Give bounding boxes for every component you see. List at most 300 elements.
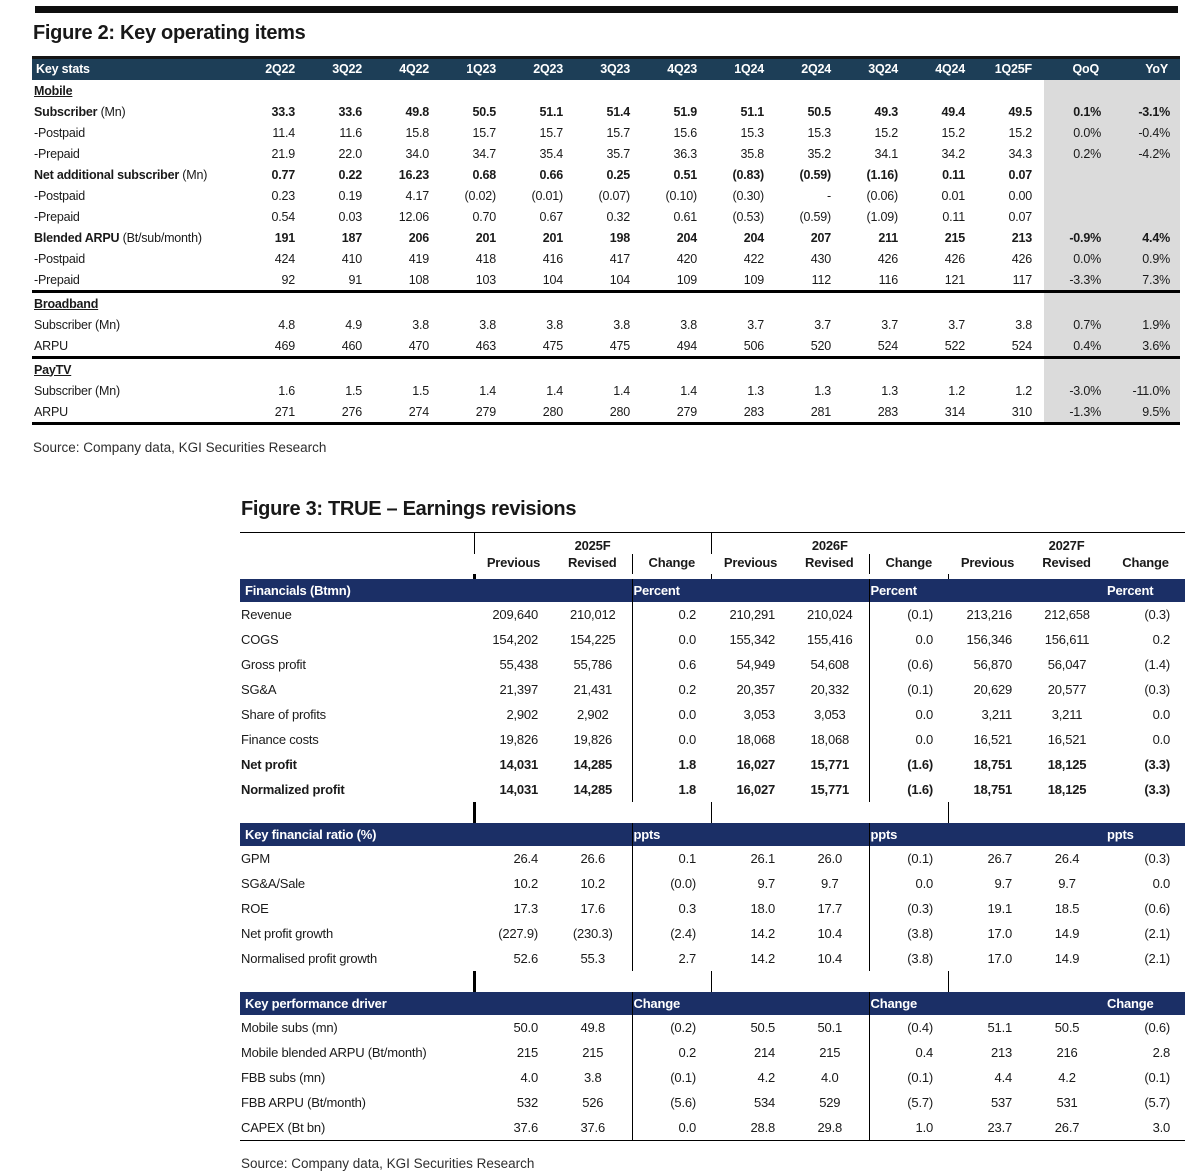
- data-cell: 4.8: [278, 317, 295, 332]
- data-cell: 7.3%: [1111, 269, 1180, 292]
- data-cell: 9.7: [757, 876, 776, 891]
- table-row: [32, 122, 1180, 143]
- row-label: Mobile blended ARPU (Bt/month): [241, 1045, 427, 1060]
- data-cell: 0.1%: [1044, 101, 1111, 122]
- fig2-header-col: YoY: [1145, 62, 1168, 76]
- data-cell: 109: [642, 269, 709, 292]
- data-cell: 15,771: [810, 782, 850, 797]
- data-cell: (3.3): [1144, 782, 1171, 797]
- data-cell: 198: [609, 230, 630, 245]
- data-cell: (0.1): [869, 846, 948, 871]
- data-cell: [709, 80, 776, 101]
- column-label: Change: [869, 554, 948, 574]
- data-cell: (2.4): [632, 921, 711, 946]
- data-cell: (0.10): [665, 188, 697, 203]
- data-cell: 34.1: [874, 146, 898, 161]
- section-unit-label: [790, 823, 869, 846]
- data-cell: 28.8: [750, 1120, 776, 1135]
- data-cell: 35.8: [740, 146, 764, 161]
- data-cell: 410: [341, 251, 362, 266]
- data-cell: 314: [910, 401, 977, 424]
- data-cell: 0.11: [942, 209, 965, 224]
- data-cell: 154,225: [569, 632, 616, 647]
- data-cell: (0.1): [1144, 1070, 1171, 1085]
- data-cell: [1111, 358, 1180, 381]
- data-cell: 213: [990, 1045, 1013, 1060]
- data-cell: 15.3: [807, 125, 831, 140]
- data-cell: [1044, 185, 1111, 206]
- data-cell: 0.19: [338, 188, 362, 203]
- data-cell: 0.07: [1008, 209, 1032, 224]
- data-cell: [441, 80, 508, 101]
- data-cell: 21,431: [573, 682, 613, 697]
- data-cell: 33.3: [271, 104, 295, 119]
- data-cell: [1111, 185, 1180, 206]
- fig2-header-keystats: Key stats: [36, 62, 90, 76]
- data-cell: (0.53): [732, 209, 764, 224]
- data-cell: 209,640: [492, 607, 538, 622]
- data-cell: 18,751: [973, 757, 1013, 772]
- data-cell: (227.9): [498, 926, 538, 941]
- data-cell: 283: [843, 401, 910, 424]
- fig3-section: [240, 802, 1185, 971]
- data-cell: 204: [676, 230, 697, 245]
- empty-corner: [240, 554, 474, 574]
- data-cell: 14.2: [750, 926, 776, 941]
- data-cell: 524: [977, 335, 1044, 358]
- data-cell: 0.77: [271, 167, 295, 182]
- data-cell: (5.7): [1144, 1095, 1171, 1110]
- row-label: Mobile subs (mn): [241, 1020, 338, 1035]
- data-cell: 56,870: [973, 657, 1013, 672]
- data-cell: 35.2: [807, 146, 831, 161]
- data-cell: 4.0: [520, 1070, 538, 1085]
- data-cell: 103: [441, 269, 508, 292]
- data-cell: 2,902: [576, 707, 609, 722]
- data-cell: 9.7: [994, 876, 1013, 891]
- table-row: [32, 185, 1180, 206]
- fig2-header-col: 2Q23: [533, 62, 563, 76]
- data-cell: (0.59): [799, 209, 831, 224]
- data-cell: 3,211: [1051, 707, 1083, 722]
- row-label: Blended ARPU (Bt/sub/month): [34, 230, 202, 245]
- data-cell: (1.6): [869, 777, 948, 802]
- data-cell: 3.7: [948, 317, 965, 332]
- data-cell: 1.4: [479, 383, 496, 398]
- data-cell: (0.1): [869, 602, 948, 627]
- data-cell: 35.4: [539, 146, 563, 161]
- data-cell: 15.7: [472, 125, 496, 140]
- data-cell: 16,521: [1047, 732, 1087, 747]
- column-label: Previous: [960, 555, 1015, 570]
- data-cell: 0.6: [632, 652, 711, 677]
- data-cell: 529: [819, 1095, 841, 1110]
- data-cell: 156,346: [966, 632, 1013, 647]
- data-cell: 1.3: [881, 383, 898, 398]
- data-cell: [776, 292, 843, 315]
- data-cell: [910, 80, 977, 101]
- data-cell: [575, 292, 642, 315]
- data-cell: (0.6): [869, 652, 948, 677]
- table-row: [32, 269, 1180, 292]
- section-unit-label: [711, 823, 790, 846]
- fig2-table: [32, 56, 1180, 425]
- data-cell: 524: [843, 335, 910, 358]
- figure2-source: Source: Company data, KGI Securities Research: [33, 440, 327, 455]
- data-cell: (0.02): [464, 188, 496, 203]
- data-cell: (0.59): [799, 167, 831, 182]
- data-cell: 422: [743, 251, 764, 266]
- data-cell: 207: [810, 230, 831, 245]
- data-cell: 213,216: [966, 607, 1013, 622]
- data-cell: 1.6: [278, 383, 295, 398]
- data-cell: 0.51: [673, 167, 697, 182]
- section-unit-label: Change: [632, 992, 711, 1015]
- section-unit-label: [1027, 579, 1106, 602]
- fig2-header-col: 4Q23: [667, 62, 697, 76]
- data-cell: [642, 292, 709, 315]
- fig2-header-col: 3Q22: [332, 62, 362, 76]
- table-row: [32, 292, 1180, 315]
- data-cell: 51.1: [740, 104, 764, 119]
- data-cell: 26.6: [580, 851, 605, 866]
- data-cell: 54,949: [736, 657, 776, 672]
- data-cell: 3.8: [479, 317, 496, 332]
- row-label: ROE: [241, 901, 269, 916]
- row-label: -Prepaid: [34, 209, 80, 224]
- data-cell: 14,031: [499, 757, 538, 772]
- data-cell: 10.2: [513, 876, 538, 891]
- data-cell: 51.1: [539, 104, 563, 119]
- fig2-header-col: 4Q22: [399, 62, 429, 76]
- section-unit-label: ppts: [632, 823, 711, 846]
- data-cell: 54,608: [810, 657, 850, 672]
- data-cell: 22.0: [338, 146, 362, 161]
- data-cell: 15.6: [673, 125, 697, 140]
- table-row: [32, 401, 1180, 424]
- section-unit-label: [1027, 823, 1106, 846]
- table-row: [240, 727, 1185, 752]
- table-row: [32, 227, 1180, 248]
- data-cell: 36.3: [673, 146, 697, 161]
- table-row: [240, 602, 1185, 627]
- data-cell: 9.5%: [1111, 401, 1180, 424]
- data-cell: 0.4%: [1044, 335, 1111, 358]
- section-header-bar: [240, 823, 1185, 846]
- data-cell: 0.54: [271, 209, 295, 224]
- data-cell: 1.8: [632, 777, 711, 802]
- data-cell: 55,438: [499, 657, 538, 672]
- data-cell: [910, 292, 977, 315]
- data-cell: 310: [977, 401, 1044, 424]
- data-cell: 1.5: [412, 383, 429, 398]
- data-cell: 17.3: [513, 901, 538, 916]
- fig2-header-row: [32, 58, 1180, 81]
- data-cell: 1.4: [613, 383, 630, 398]
- year-label: 2026F: [711, 533, 948, 555]
- table-row: [32, 358, 1180, 381]
- figure3-title: Figure 3: TRUE – Earnings revisions: [241, 498, 577, 520]
- data-cell: 17.7: [817, 901, 843, 916]
- data-cell: 121: [910, 269, 977, 292]
- data-cell: 49.4: [941, 104, 965, 119]
- data-cell: 0.0: [632, 702, 711, 727]
- section-unit-label: Percent: [632, 579, 711, 602]
- data-cell: [1111, 206, 1180, 227]
- data-cell: (5.7): [869, 1090, 948, 1115]
- section-unit-label: [474, 823, 553, 846]
- data-cell: 279: [441, 401, 508, 424]
- data-cell: 469: [240, 335, 307, 358]
- data-cell: 0.2: [632, 677, 711, 702]
- data-cell: 16.23: [398, 167, 429, 182]
- section-unit-label: [790, 579, 869, 602]
- data-cell: 20,629: [973, 682, 1013, 697]
- data-cell: 0.0: [869, 727, 948, 752]
- section-unit-label: [474, 579, 553, 602]
- data-cell: 0.70: [472, 209, 496, 224]
- data-cell: 26.1: [750, 851, 776, 866]
- data-cell: 206: [408, 230, 429, 245]
- table-row: [240, 1090, 1185, 1115]
- fig2-header-col: 2Q24: [801, 62, 831, 76]
- fig2-body: [32, 80, 1180, 424]
- data-cell: 20,357: [736, 682, 776, 697]
- section-header-bar: [240, 992, 1185, 1015]
- fig3-section: [240, 574, 1185, 802]
- row-label: -Prepaid: [34, 146, 80, 161]
- row-label: Subscriber (Mn): [34, 317, 120, 332]
- data-cell: 532: [516, 1095, 538, 1110]
- row-label: Subscriber (Mn): [34, 104, 126, 119]
- data-cell: 19,826: [573, 732, 613, 747]
- data-cell: 14,285: [573, 782, 613, 797]
- data-cell: 155,416: [806, 632, 853, 647]
- row-label: Finance costs: [241, 732, 319, 747]
- data-cell: 0.0%: [1044, 248, 1111, 269]
- data-cell: (0.83): [732, 167, 764, 182]
- data-cell: 16,521: [973, 732, 1013, 747]
- data-cell: 0.1: [632, 846, 711, 871]
- data-cell: 51.4: [606, 104, 630, 119]
- row-label: Gross profit: [241, 657, 306, 672]
- data-cell: 0.2: [632, 602, 711, 627]
- data-cell: 419: [408, 251, 429, 266]
- data-cell: 0.0: [869, 627, 948, 652]
- data-cell: 14.9: [1054, 951, 1080, 966]
- data-cell: 494: [642, 335, 709, 358]
- row-label: PayTV: [34, 362, 72, 377]
- row-label: Broadband: [34, 296, 99, 311]
- data-cell: 18,125: [1047, 757, 1087, 772]
- data-cell: 55.3: [580, 951, 605, 966]
- data-cell: 15.2: [941, 125, 965, 140]
- data-cell: 0.22: [338, 167, 362, 182]
- table-row: [32, 248, 1180, 269]
- data-cell: 4.17: [405, 188, 429, 203]
- data-cell: 56,047: [1047, 657, 1087, 672]
- data-cell: [1111, 80, 1180, 101]
- section-unit-label: ppts: [1106, 823, 1185, 846]
- data-cell: 0.01: [941, 188, 965, 203]
- fig3-head: [240, 533, 1185, 575]
- row-label: FBB subs (mn): [241, 1070, 326, 1085]
- table-row: [240, 946, 1185, 971]
- data-cell: 50.5: [750, 1020, 776, 1035]
- data-cell: [1044, 292, 1111, 315]
- fig2-header-col: 3Q23: [600, 62, 630, 76]
- data-cell: 526: [582, 1095, 604, 1110]
- data-cell: 55,786: [573, 657, 613, 672]
- data-cell: 0.61: [673, 209, 697, 224]
- data-cell: -3.3%: [1044, 269, 1111, 292]
- data-cell: 15.2: [1008, 125, 1032, 140]
- section-title: Financials (Btmn): [240, 579, 474, 602]
- data-cell: 531: [1056, 1095, 1078, 1110]
- data-cell: 210,012: [569, 607, 616, 622]
- data-cell: 424: [274, 251, 295, 266]
- column-label: Revised: [568, 555, 617, 570]
- data-cell: [374, 358, 441, 381]
- table-row: [240, 702, 1185, 727]
- data-cell: [709, 358, 776, 381]
- fig2-header-col: 2Q22: [265, 62, 295, 76]
- data-cell: 0.68: [472, 167, 496, 182]
- table-row: [32, 335, 1180, 358]
- data-cell: 23.7: [987, 1120, 1013, 1135]
- data-cell: [441, 292, 508, 315]
- data-cell: 0.0%: [1044, 122, 1111, 143]
- data-cell: 34.3: [1008, 146, 1032, 161]
- data-cell: 3,053: [743, 707, 776, 722]
- data-cell: 16,027: [736, 782, 776, 797]
- data-cell: -11.0%: [1111, 380, 1180, 401]
- data-cell: 91: [307, 269, 374, 292]
- row-label: SG&A: [241, 682, 277, 697]
- row-label: -Prepaid: [32, 269, 240, 292]
- data-cell: 15.7: [606, 125, 630, 140]
- row-label: Net profit growth: [241, 926, 333, 941]
- data-cell: (0.3): [869, 896, 948, 921]
- section-unit-label: Percent: [869, 579, 948, 602]
- data-cell: [240, 292, 307, 315]
- data-cell: 0.0: [869, 871, 948, 896]
- data-cell: 520: [776, 335, 843, 358]
- data-cell: 15.7: [539, 125, 563, 140]
- data-cell: (0.30): [732, 188, 764, 203]
- data-cell: 18,068: [736, 732, 776, 747]
- data-cell: 34.0: [405, 146, 429, 161]
- data-cell: 154,202: [492, 632, 538, 647]
- data-cell: 15.8: [405, 125, 429, 140]
- data-cell: 187: [341, 230, 362, 245]
- data-cell: 280: [508, 401, 575, 424]
- data-cell: 156,611: [1044, 632, 1090, 647]
- data-cell: 14,285: [573, 757, 613, 772]
- data-cell: 0.25: [606, 167, 630, 182]
- data-cell: 51.9: [673, 104, 697, 119]
- data-cell: 34.2: [941, 146, 965, 161]
- data-cell: 4.4: [994, 1070, 1013, 1085]
- data-cell: 33.6: [338, 104, 362, 119]
- data-cell: 1.2: [1015, 383, 1032, 398]
- table-row: [32, 164, 1180, 185]
- data-cell: 0.2: [632, 1040, 711, 1065]
- data-cell: 0.0: [869, 702, 948, 727]
- data-cell: 215: [819, 1045, 841, 1060]
- data-cell: (3.3): [1144, 757, 1171, 772]
- row-label: Subscriber (Mn): [34, 383, 120, 398]
- data-cell: 279: [642, 401, 709, 424]
- column-label: Previous: [486, 555, 541, 570]
- fig3-table: [240, 532, 1185, 1141]
- section-unit-label: [948, 823, 1027, 846]
- data-cell: 426: [1011, 251, 1032, 266]
- data-cell: 210,291: [729, 607, 776, 622]
- data-cell: [642, 358, 709, 381]
- data-cell: 50.5: [472, 104, 496, 119]
- data-cell: [910, 358, 977, 381]
- row-label: FBB ARPU (Bt/month): [241, 1095, 366, 1110]
- section-unit-label: Percent: [1106, 579, 1185, 602]
- data-cell: 463: [441, 335, 508, 358]
- data-cell: [642, 80, 709, 101]
- table-row: [240, 777, 1185, 802]
- data-cell: 1.3: [814, 383, 831, 398]
- section-unit-label: ppts: [869, 823, 948, 846]
- data-cell: (230.3): [572, 926, 613, 941]
- section-unit-label: [790, 992, 869, 1015]
- data-cell: 470: [374, 335, 441, 358]
- data-cell: 10.4: [817, 951, 843, 966]
- data-cell: 426: [944, 251, 965, 266]
- table-row: [32, 206, 1180, 227]
- data-cell: 430: [810, 251, 831, 266]
- data-cell: 216: [1056, 1045, 1078, 1060]
- data-cell: 4.0: [821, 1070, 839, 1085]
- data-cell: 3.8: [412, 317, 429, 332]
- section-unit-label: Change: [1106, 992, 1185, 1015]
- data-cell: 281: [776, 401, 843, 424]
- data-cell: 0.11: [942, 167, 965, 182]
- data-cell: (1.6): [869, 752, 948, 777]
- year-label: 2027F: [1048, 538, 1085, 553]
- data-cell: 4.4%: [1111, 227, 1180, 248]
- data-cell: 104: [508, 269, 575, 292]
- data-cell: [843, 292, 910, 315]
- figure2-key-operating-items: [32, 22, 1180, 455]
- data-cell: 0.2%: [1044, 143, 1111, 164]
- data-cell: -: [827, 188, 831, 203]
- data-cell: 50.0: [513, 1020, 538, 1035]
- data-cell: (0.3): [1144, 682, 1171, 697]
- data-cell: -0.4%: [1111, 122, 1180, 143]
- data-cell: 16,027: [736, 757, 776, 772]
- data-cell: 12.06: [398, 209, 429, 224]
- data-cell: 9.7: [1058, 876, 1076, 891]
- data-cell: 271: [240, 401, 307, 424]
- data-cell: 2.7: [632, 946, 711, 971]
- data-cell: 416: [542, 251, 563, 266]
- data-cell: 14.9: [1054, 926, 1080, 941]
- data-cell: 18,751: [973, 782, 1013, 797]
- data-cell: 0.4: [869, 1040, 948, 1065]
- section-gap: [240, 802, 1185, 823]
- data-cell: (0.01): [531, 188, 563, 203]
- section-title: Key financial ratio (%): [240, 823, 474, 846]
- data-cell: 417: [609, 251, 630, 266]
- fig3-section: [240, 971, 1185, 1141]
